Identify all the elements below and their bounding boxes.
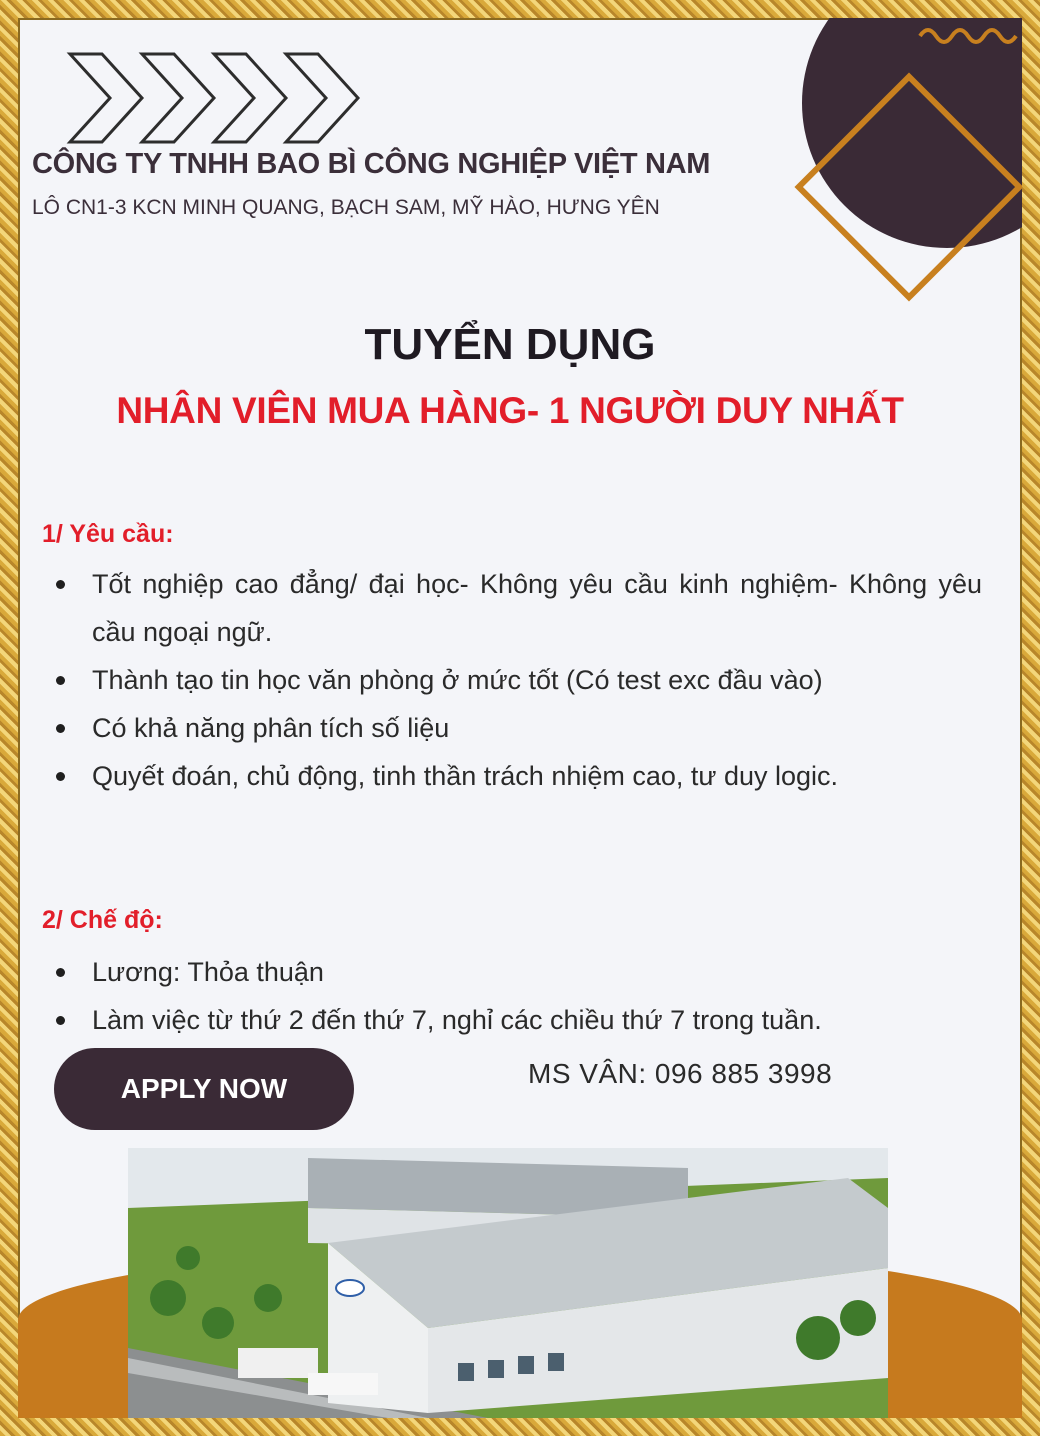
benefits-heading: 2/ Chế độ: — [42, 906, 163, 934]
recruitment-poster — [18, 18, 1022, 1418]
contact-phone: MS VÂN: 096 885 3998 — [528, 1058, 833, 1089]
company-name: CÔNG TY TNHH BAO BÌ CÔNG NGHIỆP VIỆT NAM — [32, 148, 711, 180]
chevrons-icon — [66, 48, 366, 148]
requirements-list — [48, 560, 982, 800]
list-item-text: Lương: Thỏa thuận — [92, 957, 324, 987]
list-item — [48, 996, 982, 1044]
list-item-text: Quyết đoán, chủ động, tinh thần trách nhiệm cao, tư duy logic. — [92, 761, 839, 791]
page-title: TUYỂN DỤNG — [364, 320, 656, 369]
bullet-icon — [56, 580, 65, 589]
bullet-icon — [56, 724, 65, 733]
bullet-icon — [56, 1016, 65, 1025]
bullet-icon — [56, 676, 65, 685]
list-item — [48, 560, 982, 656]
benefits-list — [48, 948, 982, 1044]
list-item — [48, 752, 982, 800]
requirements-heading: 1/ Yêu cầu: — [42, 520, 174, 548]
bullet-icon — [56, 772, 65, 781]
bullet-icon — [56, 968, 65, 977]
list-item — [48, 948, 982, 996]
list-item-text: Thành tạo tin học văn phòng ở mức tốt (Có test exc đầu vào) — [92, 665, 823, 695]
factory-image — [128, 1148, 888, 1418]
list-item — [48, 656, 982, 704]
company-address: LÔ CN1-3 KCN MINH QUANG, BẠCH SAM, MỸ HÀO, HƯNG YÊN — [32, 196, 660, 219]
list-item — [48, 704, 982, 752]
job-position-title: NHÂN VIÊN MUA HÀNG- 1 NGƯỜI DUY NHẤT — [116, 390, 904, 431]
apply-now-button[interactable]: APPLY NOW — [54, 1048, 354, 1130]
list-item-text: Làm việc từ thứ 2 đến thứ 7, nghỉ các chiều thứ 7 trong tuần. — [92, 1005, 822, 1035]
wave-decoration — [918, 18, 1018, 48]
list-item-text: Tốt nghiệp cao đẳng/ đại học- Không yêu cầu kinh nghiệm- Không yêu cầu ngoại ngữ. — [92, 569, 982, 647]
list-item-text: Có khả năng phân tích số liệu — [92, 713, 450, 743]
